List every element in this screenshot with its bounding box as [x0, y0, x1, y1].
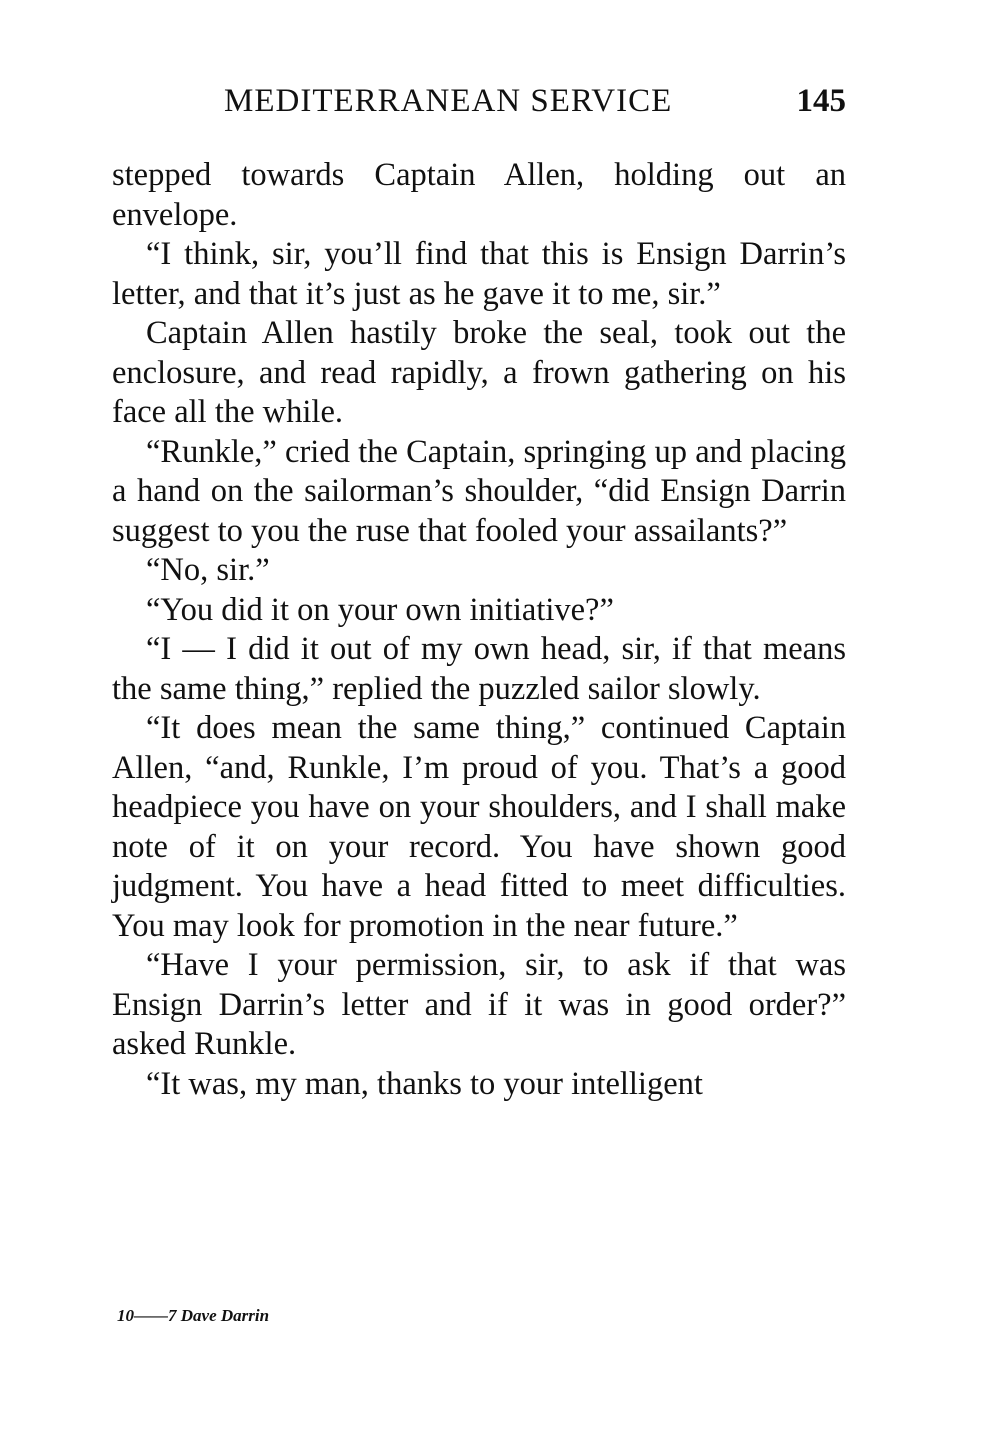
paragraph: “It was, my man, thanks to your intelligent	[146, 1065, 703, 1102]
paragraph: “Have I your permission, sir, to ask if that was Ensign Darrin’s letter and if it was in good order?” asked Runkle.	[112, 947, 846, 1062]
paragraph: “No, sir.”	[146, 552, 270, 588]
page-header	[112, 78, 846, 124]
paragraph: “You did it on your own initiative?”	[146, 591, 614, 628]
running-title: MEDITERRANEAN SERVICE	[224, 83, 673, 119]
body-text	[112, 156, 846, 1104]
page-number: 145	[796, 83, 846, 119]
paragraph: “I — I did it out of my own head, sir, if that means the same thing,” replied the puzzled sailor slowly.	[112, 631, 846, 707]
paragraph: stepped towards Captain Allen, holding out an envelope.	[112, 157, 846, 233]
paragraph: Captain Allen hastily broke the seal, took out the enclosure, and read rapidly, a frown gathering on his face all the while.	[112, 315, 846, 430]
signature-mark: 10——7 Dave Darrin	[117, 1306, 270, 1325]
paragraph: “I think, sir, you’ll find that this is Ensign Darrin’s letter, and that it’s just as he gave it to me, sir.”	[112, 236, 846, 312]
paragraph: “It does mean the same thing,” continued Captain Allen, “and, Runkle, I’m proud of you. That’s a good headpiece you have on your shoulders, and I shall make note of it on your record. You have shown good judgment. You have a head fitted to meet difficulties. You may look for promotion in the near future.”	[112, 710, 846, 944]
paragraph: “Runkle,” cried the Captain, springing up and placing a hand on the sailorman’s shoulder, “did Ensign Darrin suggest to you the ruse that fooled your assailants?”	[112, 433, 846, 549]
